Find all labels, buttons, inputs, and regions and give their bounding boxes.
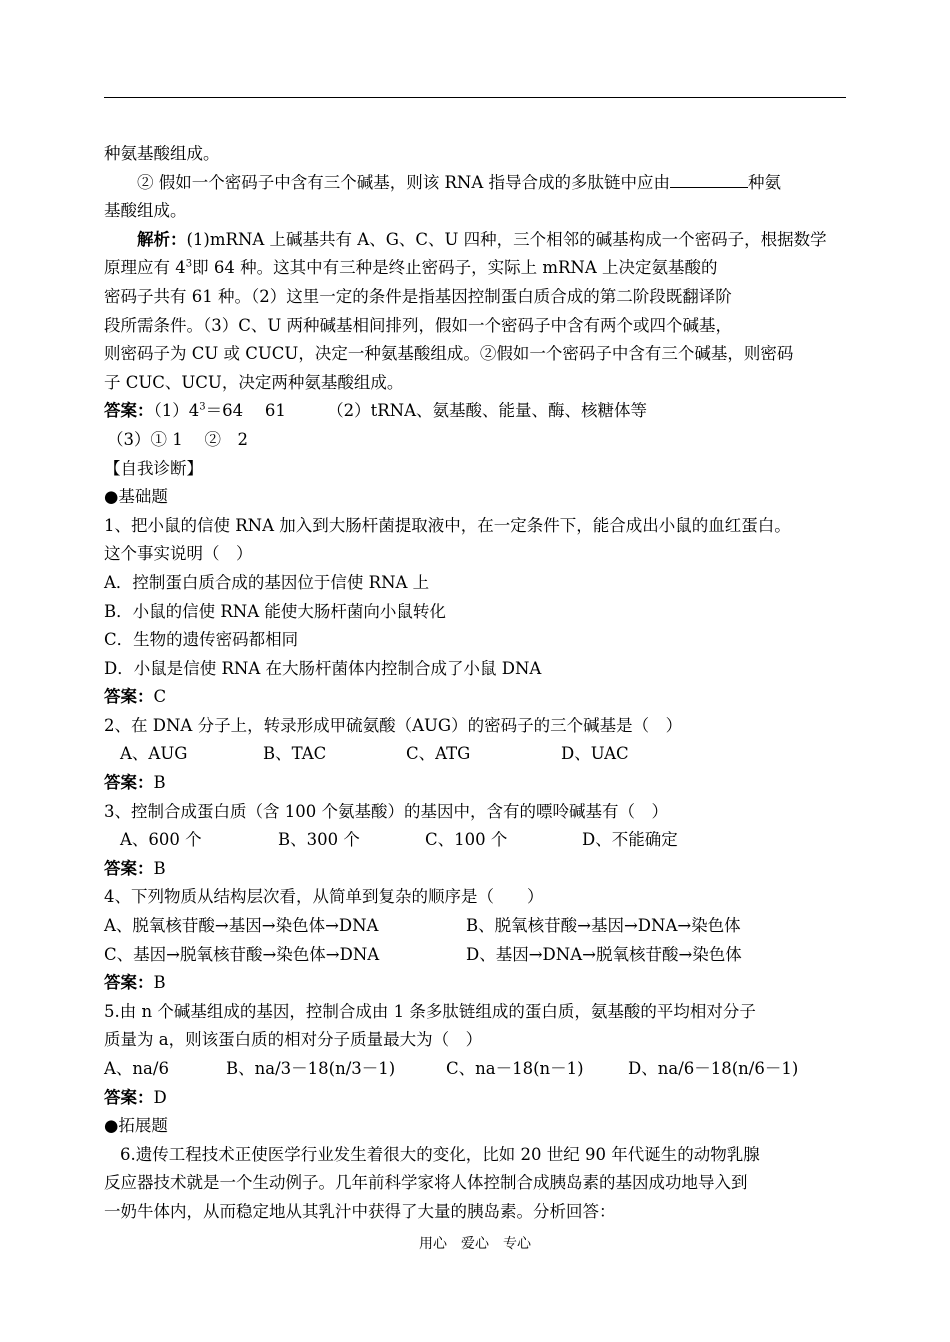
option: D、基因→DNA→脱氧核苷酸→染色体 (466, 944, 742, 964)
answer-line: 答案：B (104, 973, 166, 993)
answer-line: 答案：$(1)4^3=64$ 61 （2）tRNA、氨基酸、能量、酶、核糖体等 (104, 401, 648, 421)
question-text: 反应器技术就是一个生动例子。几年前科学家将人体控制合成胰岛素的基因成功地导入到 (104, 1173, 748, 1193)
answer-label: 答案： (104, 401, 154, 421)
section-heading: 【自我诊断】 (104, 458, 203, 478)
answer-label: 答案： (104, 687, 154, 707)
text-line: 基酸组成。 (104, 201, 187, 221)
answer-label: 答案： (104, 1087, 154, 1107)
option: A、AUG (120, 744, 188, 764)
question-text: 2、在 DNA 分子上，转录形成甲硫氨酸（AUG）的密码子的三个碱基是（ ） (104, 715, 683, 735)
answer-label: 答案： (104, 858, 154, 878)
option: C、ATG (406, 744, 471, 764)
question-text: 4、下列物质从结构层次看，从简单到复杂的顺序是（ ） (104, 887, 544, 907)
question-text: 质量为 a，则该蛋白质的相对分子质量最大为（ ） (104, 1030, 483, 1050)
analysis-line: 段所需条件。（3）C、U 两种碱基相间排列，假如一个密码子中含有两个或四个碱基， (104, 315, 733, 335)
question-text: 3、控制合成蛋白质（含 100 个氨基酸）的基因中，含有的嘌呤碱基有（ ） (104, 801, 668, 821)
option: B、na/3－18(n/3－1) (226, 1059, 396, 1078)
option: B、300 个 (278, 830, 360, 850)
options-row (104, 826, 850, 855)
analysis-line: 则密码子为 CU 或 CUCU，决定一种氨基酸组成。②假如一个密码子中含有三个碱基，则密码 (104, 344, 794, 364)
option: D．小鼠是信使 RNA 在大肠杆菌体内控制合成了小鼠 DNA (104, 658, 542, 678)
options-row (104, 1055, 850, 1084)
answer-line: （3）① 1 ② 2 (107, 429, 248, 449)
options-row (104, 912, 850, 941)
section-heading: ●基础题 (104, 487, 168, 507)
option: D、UAC (561, 744, 629, 764)
page-footer: 用心 爱心 专心 (419, 1236, 531, 1252)
analysis-line: 子 CUC、UCU，决定两种氨基酸组成。 (104, 372, 404, 392)
option: C、na－18(n－1) (446, 1059, 584, 1078)
question-text: 5.由 n 个碱基组成的基因，控制合成由 1 条多肽链组成的蛋白质，氨基酸的平均相对分子 (104, 1001, 756, 1021)
option: A、na/6 (104, 1059, 169, 1078)
option: A．控制蛋白质合成的基因位于信使 RNA 上 (104, 572, 430, 592)
option: C．生物的遗传密码都相同 (104, 630, 299, 650)
question-line: ② 假如一个密码子中含有三个碱基，则该 RNA 指导合成的多肽链中应由 种氨 (104, 169, 850, 198)
question-text: 这个事实说明（ ） (104, 544, 253, 564)
answer-line: 答案：D (104, 1087, 167, 1107)
fill-blank (670, 169, 748, 188)
option: B．小鼠的信使 RNA 能使大肠杆菌向小鼠转化 (104, 601, 446, 621)
option: C、基因→脱氧核苷酸→染色体→DNA (104, 944, 380, 964)
answer-line: 答案：B (104, 773, 166, 793)
options-row (104, 941, 850, 970)
answer-label: 答案： (104, 973, 154, 993)
option: B、脱氧核苷酸→基因→DNA→染色体 (466, 916, 741, 936)
analysis-line: 解析：(1)mRNA 上碱基共有 A、G、C、U 四种，三个相邻的碱基构成一个密码子，根据数学 (137, 229, 827, 249)
option: B、TAC (263, 744, 327, 764)
analysis-line: 密码子共有 61 种。（2）这里一定的条件是指基因控制蛋白质合成的第二阶段既翻译阶 (104, 286, 732, 306)
analysis-line: 原理应有 $4^3$即 64 种。这其中有三种是终止密码子，实际上 mRNA 上决定氨基酸的 (104, 258, 718, 278)
question-text: 6.遗传工程技术正使医学行业发生着很大的变化，比如 20 世纪 90 年代诞生的动物乳腺 (120, 1144, 760, 1164)
option: C、100 个 (425, 830, 508, 850)
text-line: 种氨基酸组成。 (104, 144, 220, 163)
question-text: 1、把小鼠的信使 RNA 加入到大肠杆菌提取液中，在一定条件下，能合成出小鼠的血红蛋白。 (104, 515, 791, 535)
section-heading: ●拓展题 (104, 1116, 168, 1136)
answer-line: 答案：B (104, 858, 166, 878)
option: A、脱氧核苷酸→基因→染色体→DNA (104, 916, 379, 936)
option: D、na/6－18(n/6－1) (628, 1059, 799, 1078)
options-row (104, 740, 850, 769)
option: A、600 个 (120, 830, 202, 850)
option: D、不能确定 (582, 830, 678, 850)
header-rule (104, 97, 846, 98)
answer-label: 答案： (104, 773, 154, 793)
analysis-label: 解析： (137, 229, 187, 249)
document-body (104, 140, 850, 1227)
question-text: 一奶牛体内，从而稳定地从其乳汁中获得了大量的胰岛素。分析回答： (104, 1201, 616, 1221)
answer-line: 答案：C (104, 687, 167, 707)
